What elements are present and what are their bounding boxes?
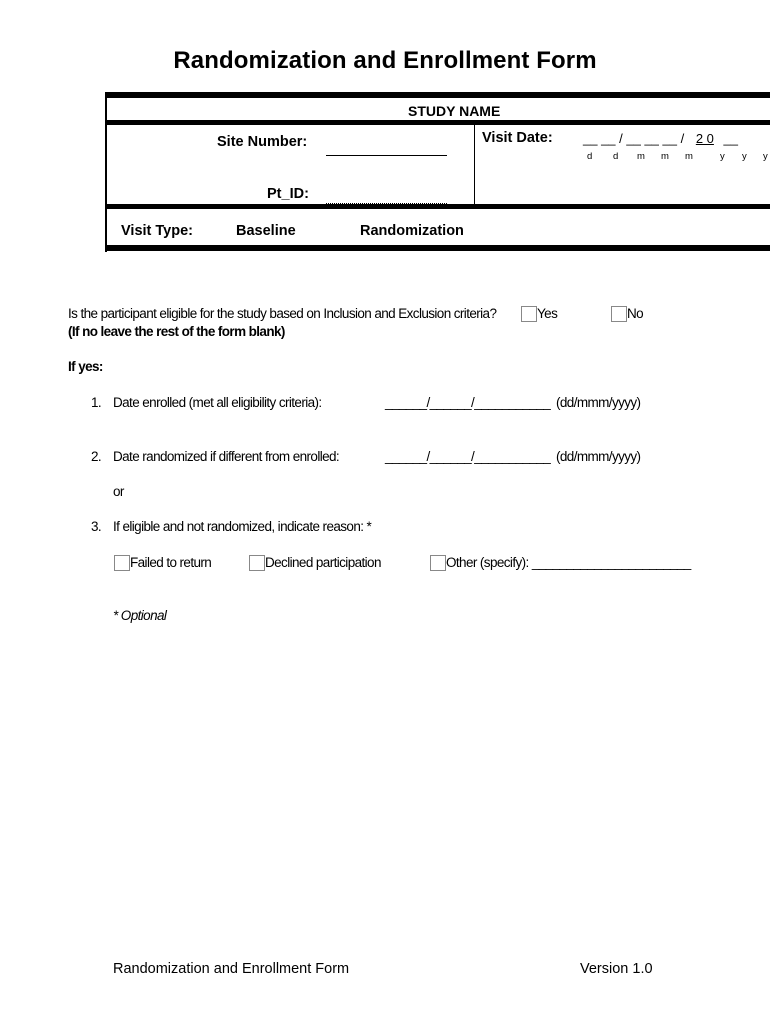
site-number-label: Site Number: (217, 134, 308, 150)
failed-to-return-label: Failed to return (130, 555, 212, 570)
other-reason-field[interactable]: Other (specify): _______________________ (446, 555, 691, 570)
header-top-rule (105, 92, 770, 98)
not-randomized-reason-label: If eligible and not randomized, indicate reason: * (113, 519, 372, 534)
date-tick: d (613, 151, 619, 162)
eligibility-question: Is the participant eligible for the study based on Inclusion and Exclusion criteria? (68, 306, 497, 321)
other-reason-checkbox[interactable] (430, 555, 446, 571)
date-enrolled-field[interactable]: ______/______/___________ (385, 395, 551, 410)
date-tick: m (685, 151, 693, 162)
date-format-hint: (dd/mmm/yyyy) (556, 449, 641, 464)
site-number-field[interactable] (326, 155, 447, 156)
visit-date-template: __ __ / __ __ __ / (583, 131, 685, 146)
visit-date-label: Visit Date: (482, 130, 553, 146)
date-tick: d (587, 151, 593, 162)
no-checkbox[interactable] (611, 306, 627, 322)
page-title: Randomization and Enrollment Form (173, 47, 597, 74)
item-number: 1. (91, 395, 102, 410)
footer-form-name: Randomization and Enrollment Form (113, 961, 350, 977)
date-format-hint: (dd/mmm/yyyy) (556, 395, 641, 410)
visit-type-randomization[interactable]: Randomization (360, 223, 464, 239)
visit-type-baseline[interactable]: Baseline (236, 223, 296, 239)
header-bottom-rule (105, 245, 770, 251)
date-randomized-field[interactable]: ______/______/___________ (385, 449, 551, 464)
visit-date-year-prefix: 2 0 (695, 131, 714, 146)
yes-checkbox[interactable] (521, 306, 537, 322)
date-enrolled-label: Date enrolled (met all eligibility criteria): (113, 395, 322, 410)
date-tick: y (742, 151, 747, 162)
item-number: 2. (91, 449, 102, 464)
eligibility-note: (If no leave the rest of the form blank) (68, 324, 285, 339)
if-yes-label: If yes: (68, 359, 103, 374)
study-name: STUDY NAME (408, 103, 501, 119)
date-randomized-label: Date randomized if different from enrolled: (113, 449, 340, 464)
declined-participation-label: Declined participation (265, 555, 381, 570)
visit-date-tail: __ (723, 131, 738, 146)
visit-type-label: Visit Type: (121, 223, 193, 239)
pt-id-label: Pt_ID: (267, 186, 309, 202)
or-label: or (113, 484, 124, 499)
optional-note: * Optional (113, 608, 167, 623)
header-rule-3 (105, 204, 770, 209)
visit-date-field[interactable] (583, 131, 738, 146)
no-label: No (627, 306, 644, 321)
date-tick: y (720, 151, 725, 162)
header-divider (474, 124, 475, 204)
header-rule-2 (105, 120, 770, 125)
item-number: 3. (91, 519, 102, 534)
footer-version: Version 1.0 (580, 961, 653, 977)
date-tick: y (763, 151, 768, 162)
date-tick: m (637, 151, 645, 162)
yes-label: Yes (537, 306, 558, 321)
declined-participation-checkbox[interactable] (249, 555, 265, 571)
date-tick: m (661, 151, 669, 162)
failed-to-return-checkbox[interactable] (114, 555, 130, 571)
